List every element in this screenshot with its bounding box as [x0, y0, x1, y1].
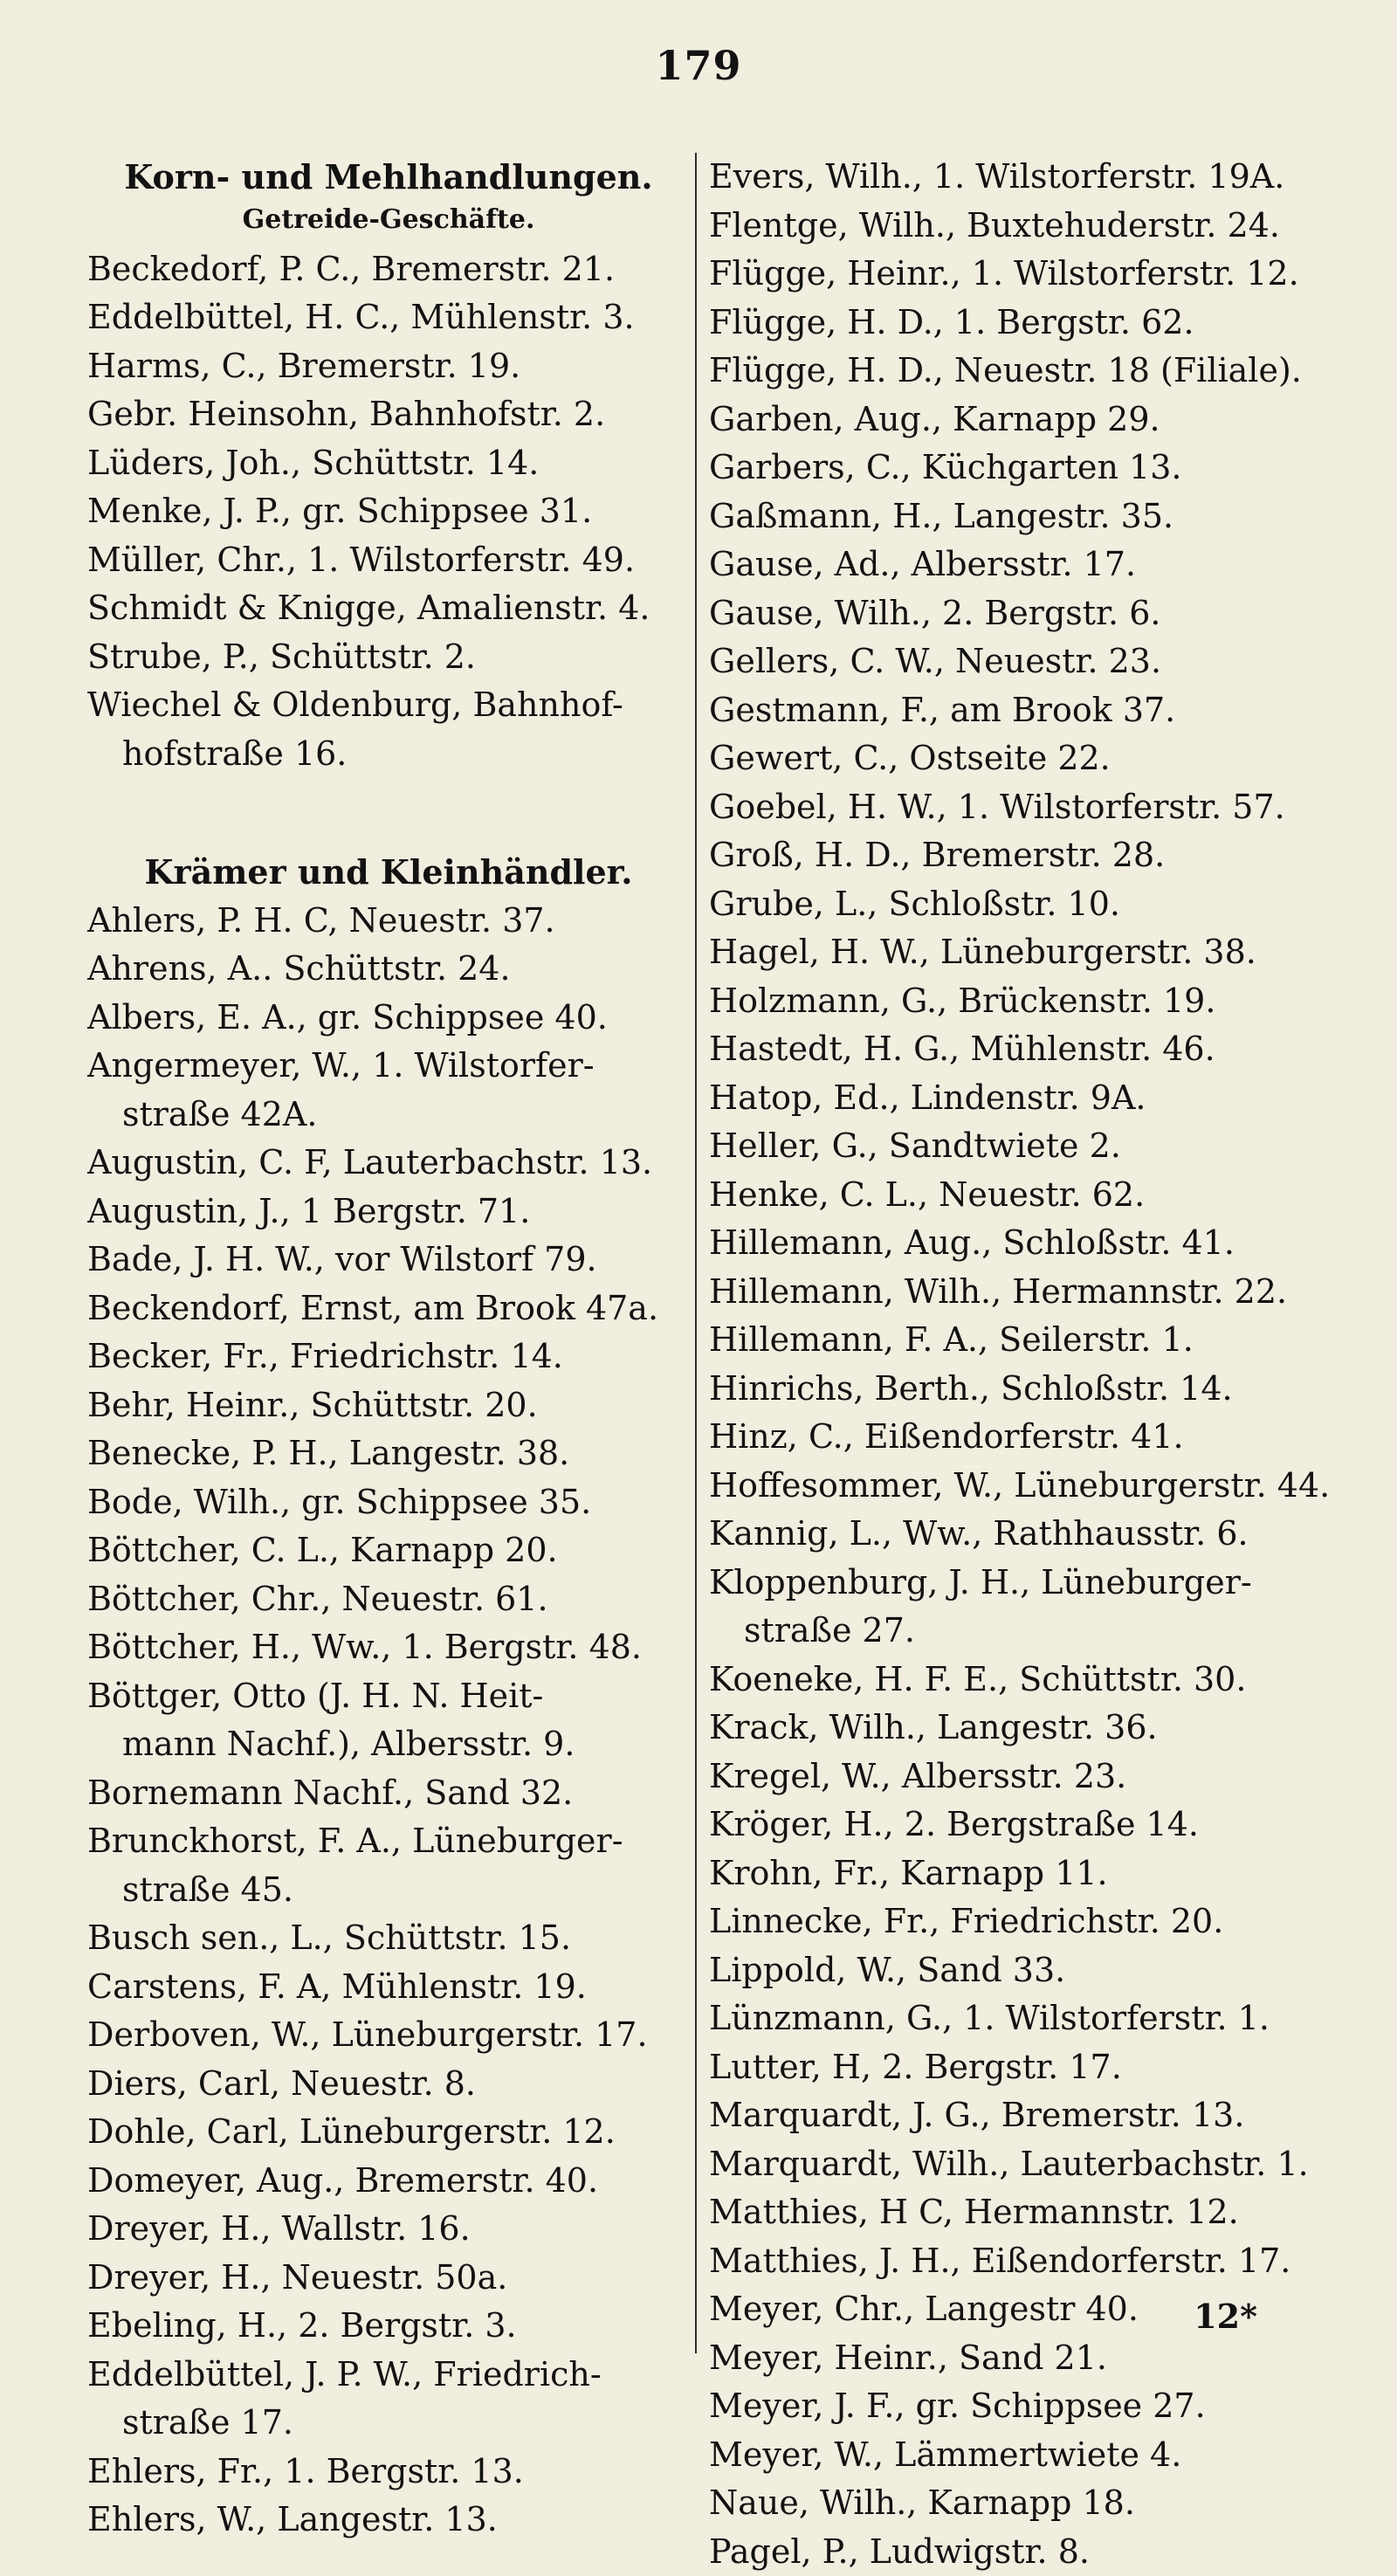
list-item: Angermeyer, W., 1. Wilstorfer-: [87, 1042, 690, 1091]
list-item: Domeyer, Aug., Bremerstr. 40.: [87, 2157, 690, 2206]
list-item: Lippold, W., Sand 33.: [709, 1946, 1338, 1995]
list-item: Groß, H. D., Bremerstr. 28.: [709, 831, 1338, 880]
list-item: Grube, L., Schloßstr. 10.: [709, 880, 1338, 929]
list-item-continuation: mann Nachf.), Albersstr. 9.: [87, 1720, 690, 1769]
list-item: Ehlers, Fr., 1. Bergstr. 13.: [87, 2448, 690, 2497]
list-item: Meyer, Heinr., Sand 21.: [709, 2334, 1338, 2383]
list-item: Müller, Chr., 1. Wilstorferstr. 49.: [87, 536, 690, 585]
page-number: 179: [0, 42, 1397, 89]
list-item-continuation: straße 45.: [87, 1866, 690, 1915]
left-column: [87, 153, 690, 2545]
list-item: Henke, C. L., Neuestr. 62.: [709, 1171, 1338, 1220]
right-column: [709, 153, 1338, 2576]
list-item: Becker, Fr., Friedrichstr. 14.: [87, 1333, 690, 1381]
list-item: Böttcher, C. L., Karnapp 20.: [87, 1526, 690, 1575]
list-item: Flügge, Heinr., 1. Wilstorferstr. 12.: [709, 250, 1338, 299]
list-item: Hoffesommer, W., Lüneburgerstr. 44.: [709, 1462, 1338, 1511]
list-item-continuation: straße 17.: [87, 2399, 690, 2448]
list-item: Augustin, J., 1 Bergstr. 71.: [87, 1188, 690, 1236]
printer-signature-mark: 12*: [1194, 2297, 1257, 2336]
list-item: Bode, Wilh., gr. Schippsee 35.: [87, 1478, 690, 1527]
list-item: Gause, Ad., Albersstr. 17.: [709, 541, 1338, 589]
list-item: Gellers, C. W., Neuestr. 23.: [709, 637, 1338, 686]
section-gap: [87, 778, 690, 848]
list-item: Kloppenburg, J. H., Lüneburger-: [709, 1559, 1338, 1608]
list-item: Dohle, Carl, Lüneburgerstr. 12.: [87, 2108, 690, 2157]
list-item: Böttcher, Chr., Neuestr. 61.: [87, 1575, 690, 1624]
list-item: Marquardt, J. G., Bremerstr. 13.: [709, 2091, 1338, 2140]
list-item: Lüders, Joh., Schüttstr. 14.: [87, 439, 690, 488]
list-item: Hillemann, F. A., Seilerstr. 1.: [709, 1316, 1338, 1365]
list-item: Eddelbüttel, J. P. W., Friedrich-: [87, 2351, 690, 2400]
list-item: Evers, Wilh., 1. Wilstorferstr. 19A.: [709, 153, 1338, 202]
section-heading: Krämer und Kleinhändler.: [87, 848, 690, 897]
list-item: Garbers, C., Küchgarten 13.: [709, 444, 1338, 492]
list-item: Bade, J. H. W., vor Wilstorf 79.: [87, 1236, 690, 1285]
list-item: Holzmann, G., Brückenstr. 19.: [709, 977, 1338, 1026]
list-item: Gaßmann, H., Langestr. 35.: [709, 492, 1338, 541]
list-item: Ebeling, H., 2. Bergstr. 3.: [87, 2302, 690, 2351]
list-item: Matthies, J. H., Eißendorferstr. 17.: [709, 2237, 1338, 2286]
section-heading: Korn- und Mehlhandlungen.: [87, 153, 690, 202]
list-item: Hinz, C., Eißendorferstr. 41.: [709, 1413, 1338, 1462]
list-item: Carstens, F. A, Mühlenstr. 19.: [87, 1963, 690, 2012]
list-item: Dreyer, H., Neuestr. 50a.: [87, 2254, 690, 2303]
list-item: Hatop, Ed., Lindenstr. 9A.: [709, 1074, 1338, 1123]
list-item: Derboven, W., Lüneburgerstr. 17.: [87, 2011, 690, 2060]
list-item: Hastedt, H. G., Mühlenstr. 46.: [709, 1025, 1338, 1074]
list-item: Ahrens, A.. Schüttstr. 24.: [87, 945, 690, 994]
list-item: Linnecke, Fr., Friedrichstr. 20.: [709, 1898, 1338, 1946]
list-item: Albers, E. A., gr. Schippsee 40.: [87, 994, 690, 1043]
list-item: Koeneke, H. F. E., Schüttstr. 30.: [709, 1656, 1338, 1705]
list-item: Flügge, H. D., 1. Bergstr. 62.: [709, 299, 1338, 348]
list-item: Dreyer, H., Wallstr. 16.: [87, 2205, 690, 2254]
list-item: Kröger, H., 2. Bergstraße 14.: [709, 1801, 1338, 1849]
list-item: Eddelbüttel, H. C., Mühlenstr. 3.: [87, 293, 690, 342]
list-item: Gebr. Heinsohn, Bahnhofstr. 2.: [87, 390, 690, 439]
list-item: Krohn, Fr., Karnapp 11.: [709, 1849, 1338, 1898]
list-item: Naue, Wilh., Karnapp 18.: [709, 2479, 1338, 2528]
list-item: Gewert, C., Ostseite 22.: [709, 734, 1338, 783]
list-item: Hinrichs, Berth., Schloßstr. 14.: [709, 1365, 1338, 1414]
list-item: Marquardt, Wilh., Lauterbachstr. 1.: [709, 2140, 1338, 2189]
list-item: Kregel, W., Albersstr. 23.: [709, 1753, 1338, 1801]
list-item-continuation: straße 27.: [709, 1607, 1338, 1656]
list-item: Böttger, Otto (J. H. N. Heit-: [87, 1672, 690, 1721]
list-item: Garben, Aug., Karnapp 29.: [709, 396, 1338, 444]
list-item: Behr, Heinr., Schüttstr. 20.: [87, 1381, 690, 1430]
section-subheading: Getreide-Geschäfte.: [87, 202, 690, 238]
list-item: Meyer, W., Lämmertwiete 4.: [709, 2431, 1338, 2480]
list-item: Krack, Wilh., Langestr. 36.: [709, 1704, 1338, 1753]
list-item: Flentge, Wilh., Buxtehuderstr. 24.: [709, 202, 1338, 251]
list-item: Gause, Wilh., 2. Bergstr. 6.: [709, 589, 1338, 638]
list-item: Matthies, H C, Hermannstr. 12.: [709, 2188, 1338, 2237]
list-item: Gestmann, F., am Brook 37.: [709, 686, 1338, 735]
list-item: Augustin, C. F, Lauterbachstr. 13.: [87, 1139, 690, 1188]
list-item: Beckendorf, Ernst, am Brook 47a.: [87, 1285, 690, 1333]
list-item: Beckedorf, P. C., Bremerstr. 21.: [87, 245, 690, 294]
list-item: Diers, Carl, Neuestr. 8.: [87, 2060, 690, 2109]
list-item: Böttcher, H., Ww., 1. Bergstr. 48.: [87, 1623, 690, 1672]
list-item: Flügge, H. D., Neuestr. 18 (Filiale).: [709, 347, 1338, 396]
list-item: Strube, P., Schüttstr. 2.: [87, 633, 690, 682]
list-item: Busch sen., L., Schüttstr. 15.: [87, 1914, 690, 1963]
list-item: Benecke, P. H., Langestr. 38.: [87, 1429, 690, 1478]
list-item: Meyer, Chr., Langestr 40.: [709, 2285, 1338, 2334]
list-item: Schmidt & Knigge, Amalienstr. 4.: [87, 584, 690, 633]
list-item-continuation: straße 42A.: [87, 1091, 690, 1140]
column-divider: [695, 153, 697, 2353]
list-item: Hillemann, Wilh., Hermannstr. 22.: [709, 1268, 1338, 1317]
list-item: Lutter, H, 2. Bergstr. 17.: [709, 2043, 1338, 2092]
list-item: Ehlers, W., Langestr. 13.: [87, 2496, 690, 2545]
list-item: Pagel, P., Ludwigstr. 8.: [709, 2528, 1338, 2576]
list-item: Menke, J. P., gr. Schippsee 31.: [87, 487, 690, 536]
list-item: Heller, G., Sandtwiete 2.: [709, 1122, 1338, 1171]
list-item: Kannig, L., Ww., Rathhausstr. 6.: [709, 1510, 1338, 1559]
list-item-continuation: hofstraße 16.: [87, 730, 690, 779]
list-item: Bornemann Nachf., Sand 32.: [87, 1769, 690, 1818]
list-item: Goebel, H. W., 1. Wilstorferstr. 57.: [709, 783, 1338, 832]
list-item: Meyer, J. F., gr. Schippsee 27.: [709, 2382, 1338, 2431]
list-item: Hillemann, Aug., Schloßstr. 41.: [709, 1219, 1338, 1268]
list-item: Brunckhorst, F. A., Lüneburger-: [87, 1817, 690, 1866]
list-item: Lünzmann, G., 1. Wilstorferstr. 1.: [709, 1994, 1338, 2043]
list-item: Hagel, H. W., Lüneburgerstr. 38.: [709, 928, 1338, 977]
list-item: Wiechel & Oldenburg, Bahnhof-: [87, 681, 690, 730]
list-item: Harms, C., Bremerstr. 19.: [87, 342, 690, 391]
list-item: Ahlers, P. H. C, Neuestr. 37.: [87, 897, 690, 946]
